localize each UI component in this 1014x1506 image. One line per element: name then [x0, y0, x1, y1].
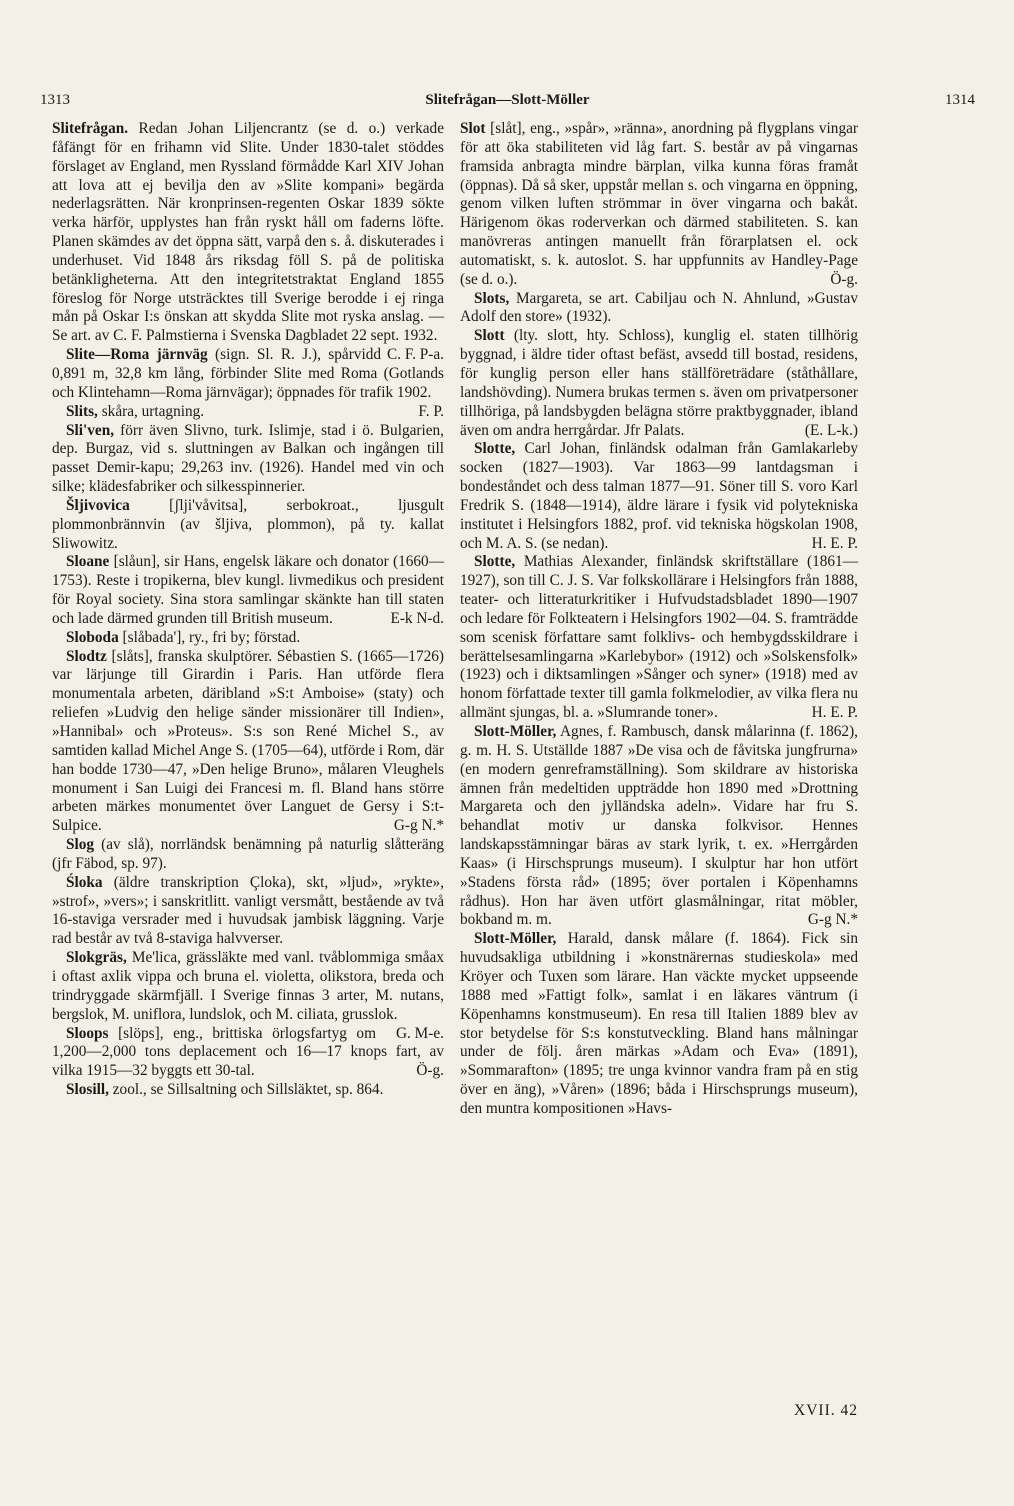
- author-signature: G-g N.*: [393, 817, 444, 835]
- volume-signature: XVII. 42: [794, 1402, 858, 1419]
- right-column: [460, 120, 858, 1119]
- dictionary-entry: [460, 290, 858, 328]
- entry-text: Margareta, se art. Cabiljau och N. Ahnlund, »Gustav Adolf den store» (1932).: [460, 289, 858, 326]
- entry-text: Me'lica, grässläkte med vanl. tvåblommiga småax i oftast axlik vippa och bruna el. violetta, olikstora, breda och trindryggade skärmfjäll. I Sverige finnas 3 arter, M. nutans, bergslok, M. uniflora, lundslok, och M. ciliata, grusslok.: [52, 949, 444, 1023]
- author-signature: Ö-g.: [830, 270, 858, 288]
- page-header: [40, 92, 975, 114]
- entry-headword: Sloane: [66, 553, 110, 571]
- dictionary-entry: [52, 629, 444, 648]
- entry-text: zool., se Sillsaltning och Sillsläktet, sp. 864.: [108, 1081, 384, 1099]
- entry-headword: Slott-Möller,: [474, 723, 557, 740]
- entry-text: Mathias Alexander, finländsk skriftställare (1861—1927), son till C. J. S. Var folkskollärare i Helsingfors från 1888, teater- och litteraturkritiker i Hufvudstadsbladet 1890—1907 och ledare för Folkteatern i Helsingfors 1902—04. S. framträdde som scenisk författare samt folklivs- och hembygdsskildrare i berättelsesamlingarna »Karlebybor» (1912) och »Solskensfolk» (1923) och i diktsamlingen »Sånger och syner» (1918) med av honom författade texter till gamla folkmelodier, av vilka flera nu allmänt sjungas, bl. a. »Slumrande toner».: [460, 553, 858, 722]
- entry-headword: Śloka: [66, 873, 103, 891]
- author-signature: H. E. P.: [811, 704, 858, 722]
- entry-text: (av slå), norrländsk benämning på naturlig slåtteräng (jfr Fäbod, sp. 97).: [52, 836, 444, 872]
- entry-headword: Slokgräs,: [66, 949, 127, 967]
- dictionary-entry: [52, 836, 444, 874]
- page-number-left: 1313: [40, 92, 70, 108]
- entry-text: Carl Johan, finländsk odalman från Gamlakarleby socken (1827—1903). Var 1863—99 lantdagsman i bondeståndet och dess talman 1877—91. Söner till S. voro Karl Fredrik S. (1848—1914), äldre lärare i fysik vid polytekniska institutet i Helsingfors 1882, prof. vid tekniska högskolan 1908, och M. A. S. (se nedan).: [460, 440, 858, 552]
- author-signature: H. E. P.: [811, 534, 858, 552]
- entry-headword: Slott-Möller,: [474, 930, 557, 948]
- entry-headword: Sli'ven,: [66, 421, 115, 439]
- dictionary-entry: [52, 403, 444, 422]
- entry-headword: Slot: [460, 120, 486, 137]
- dictionary-entry: [460, 930, 858, 1118]
- entry-text: (äldre transkription Çloka), skt, »ljud», »rykte», »strof», »vers»; i sanskritlitt. vanligt versmått, bestående av två 16-staviga versrader med i huvudsak jambisk läggning. Varje rad består av två 8-staviga halvverser.: [52, 873, 444, 948]
- entry-text: [slöps], eng., brittiska örlogsfartyg om 1,200—2,000 tons deplacement och 16—17 knops fart, av vilka 1915—32 byggts ett 30-tal.: [52, 1024, 444, 1080]
- entry-headword: Slits,: [66, 402, 98, 420]
- entry-text: Agnes, f. Rambusch, dansk målarinna (f. 1862), g. m. H. S. Utställde 1887 »De visa och de fåvitska jungfrurna» (en modern genreframställning). Som skildrare av historiska ämnen från medeltiden uppträdde hon 1890 med »Drottning Margareta och den jylländska adeln». Vidare har fru S. behandlat motiv ur danska folkvisor. Hennes landskapsstämningar bäras av stark lyrik, t. ex. »Herrgården Kaas» (i Hirschsprungs museum). I skulptur har hon utfört »Stadens första råd» (1895; över portalen i Köpenhamns rådhus). Hon har även utfört glasmålningar, ritat möbler, bokband m. m.: [460, 723, 858, 929]
- dictionary-entry: [460, 120, 858, 290]
- entry-headword: Šljivovica: [66, 496, 130, 514]
- entry-headword: Slitefrågan.: [52, 120, 129, 137]
- entry-text: (lty. slott, hty. Schloss), kunglig el. staten tillhörig byggnad, i äldre tider oftast befäst, avsedd till bostad, residens, för kunglig person eller hans ställföreträdare (ståthållare, landshövding). Numera brukas termen s. även om privatpersoner tillhöriga, på landsbygden belägna större praktbyggnader, ibland även om andra herrgårdar. Jfr Palats.: [460, 327, 858, 439]
- dictionary-entry: [52, 497, 444, 554]
- running-title: Slitefrågan—Slott-Möller: [425, 92, 590, 108]
- entry-text: [ʃlji'våvitsa], serbokroat., ljusgult plommonbrännvin (av šljiva, plommon), på ty. kallat Sliwowitz.: [52, 496, 444, 552]
- dictionary-entry: [52, 553, 444, 628]
- author-signature: E-k N-d.: [390, 609, 444, 627]
- dictionary-entry: [460, 440, 858, 553]
- dictionary-entry: [460, 723, 858, 930]
- entry-text: (sign. Sl. R. J.), spårvidd 0,891 m, 32,8 km lång, förbinder Slite med Roma (Gotlands och Klintehamn—Roma järnvägar); öppnades för trafik 1902.: [52, 346, 444, 401]
- page-number-right: 1314: [945, 92, 975, 108]
- author-signature: G-g N.*: [807, 911, 858, 929]
- entry-headword: Slosill,: [66, 1081, 109, 1099]
- entry-headword: Sloboda: [66, 628, 119, 646]
- entry-headword: Slog: [66, 836, 95, 854]
- entry-headword: Slotte,: [474, 553, 516, 571]
- dictionary-entry: [52, 648, 444, 836]
- entry-text: [slåt], eng., »spår», »ränna», anordning på flygplans vingar för att öka stabiliteten vid låg fart. S. består av på vingarnas framsida anbragta mindre bärplan, vilka kunna föras framåt (öppnas). Då så sker, uppstår mellan s. och vingarna en öppning, genom vilken luften strömmar in över vingarna och bakåt. Härigenom ökas roderverkan och därmed stabiliteten. S. kan manövreras antingen manuellt från förarplatsen el. ock automatiskt, s. k. autoslot. S. har uppfunnits av Handley-Page (se d. o.).: [460, 120, 858, 288]
- entry-text: Redan Johan Liljencrantz (se d. o.) verkade fåfängt för en frihamn vid Slite. Under 1830-talet stöddes förslaget av England, men Ryssland förmådde Karl XIV Johan att lova att ej bevilja den av »Slite kompani» begärda nederlagsrätten. När kronprinsen-regenten Oskar 1839 sökte verka härför, upplystes han från ryskt håll om faderns löfte. Planen skämdes av det öppna sätt, varpå den s. å. diskuterades i underhuset. Vid 1848 års riksdag föll S. på de politiska betänkligheterna. Att den integritetstraktat England 1855 föreslog för Norge utsträcktes till Sverige berodde i ej ringa mån på Oskar I:s önskan att skydda Slite mot ryska anslag. — Se art. av C. F. Palmstierna i Svenska Dagbladet 22 sept. 1932.: [52, 120, 444, 345]
- entry-headword: Slotte,: [474, 440, 516, 458]
- entry-text: förr även Slivno, turk. Islimje, stad i ö. Bulgarien, dep. Burgaz, vid s. sluttningen av Balkan och ingången till passet Demir-kapu; 29,263 inv. (1926). Handel med vin och silke; klädesfabriker och silkesspinnerier.: [52, 421, 444, 496]
- author-signature: C. F. P-a.: [387, 346, 444, 364]
- entry-headword: Slott: [474, 327, 505, 345]
- entry-headword: Slodtz: [66, 647, 107, 665]
- left-column: [52, 120, 444, 1100]
- entry-text: skåra, urtagning.: [97, 402, 205, 420]
- entry-headword: Sloops: [66, 1024, 109, 1042]
- dictionary-entry: [52, 1081, 444, 1100]
- author-signature: G. M-e.: [395, 1024, 444, 1042]
- entry-headword: Slots,: [474, 289, 510, 307]
- dictionary-entry: [52, 422, 444, 497]
- dictionary-entry: [460, 327, 858, 440]
- author-signature: Ö-g.: [416, 1062, 444, 1080]
- author-signature: (E. L-k.): [804, 421, 858, 439]
- dictionary-entry: [52, 874, 444, 949]
- entry-text: [slåbada'], ry., fri by; förstad.: [118, 628, 301, 646]
- dictionary-entry: [460, 553, 858, 723]
- entry-text: Harald, dansk målare (f. 1864). Fick sin huvudsakliga utbildning i »konstnärernas studieskola» med Kröyer och Tuxen som lärare. Han väckte mycket uppseende 1888 med »Fattigt folk», samlat i en läkares väntrum (i Köpenhamns konstmuseum). En resa till Italien 1889 blev av stor betydelse för S:s konstutveckling. Bland hans målningar under de följ. åren märkas »Adam och Eva» (1891), »Sommarafton» (1895; tre unga kvinnor vandra fram på en stig över en äng), »Våren» (1896; båda i Hirschsprungs museum), den muntra kompositionen »Havs-: [460, 930, 858, 1117]
- entry-headword: Slite—Roma järnväg: [66, 346, 208, 364]
- author-signature: F. P.: [418, 402, 444, 420]
- entry-text: [slåts], franska skulptörer. Sébastien S. (1665—1726) var lärjunge till Girardin i Paris. Han utförde flera monumentala arbeten, däribland »S:t Amboise» (staty) och reliefen »Ludvig den helige sänder missionärer till Indien», »Hannibal» och »Proteus». S:s son René Michel S., av samtiden kallad Michel Ange S. (1705—64), utförde i Rom, där han bodde 1730—47, »Den helige Bruno», målaren Vleughels monument i San Luigi dei Francesi m. fl. Bland hans större arbeten märkes monumentet över Languet de Gersy i S:t-Sulpice.: [52, 647, 444, 835]
- entry-text: [slåun], sir Hans, engelsk läkare och donator (1660—1753). Reste i tropikerna, blev kungl. livmedikus och president för Royal society. Sina stora samlingar skänkte han till staten och lade därmed grunden till British museum.: [52, 553, 444, 627]
